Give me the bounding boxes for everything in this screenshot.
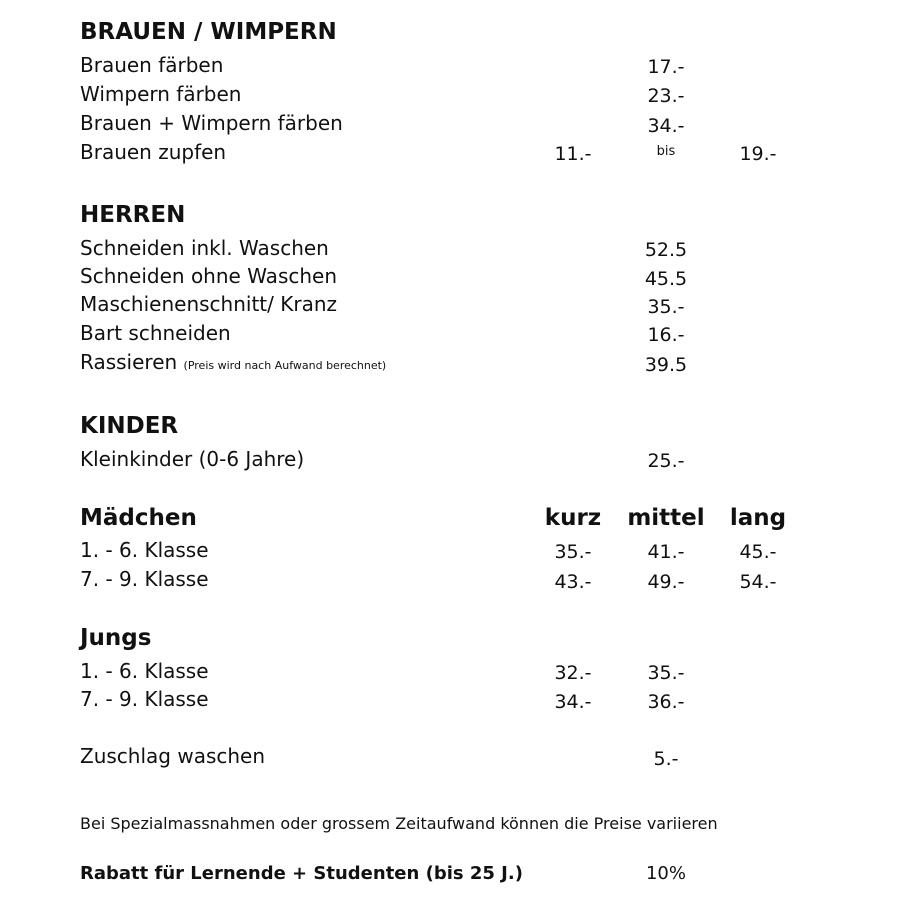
- maedchen-row-1-lang: 45.-: [739, 541, 777, 563]
- item-price-brauen-faerben: 17.-: [647, 56, 685, 78]
- maedchen-row-1-mittel: 41.-: [647, 541, 685, 563]
- item-label-maschienenschnitt: Maschienenschnitt/ Kranz: [80, 292, 337, 316]
- item-label-rassieren: [80, 352, 386, 372]
- column-header-lang: lang: [729, 505, 787, 531]
- item-price-brauen-wimpern-faerben: 34.-: [647, 115, 685, 137]
- item-label-kleinkinder: Kleinkinder (0-6 Jahre): [80, 447, 305, 471]
- section-title-brauen: BRAUEN / WIMPERN: [80, 19, 337, 45]
- item-price-bart-schneiden: 16.-: [647, 324, 685, 346]
- zuschlag-price: 5.-: [653, 748, 679, 770]
- item-label-brauen-wimpern-faerben: Brauen + Wimpern färben: [80, 111, 343, 135]
- maedchen-row-2-kurz: 43.-: [554, 571, 592, 593]
- rassieren-note: (Preis wird nach Aufwand berechnet): [183, 359, 387, 372]
- item-price-schneiden-inkl: 52.5: [644, 239, 688, 261]
- range-word-bis: bis: [656, 144, 676, 159]
- item-price-wimpern-faerben: 23.-: [647, 85, 685, 107]
- item-price-to-brauen-zupfen: 19.-: [739, 143, 777, 165]
- maedchen-row-1-kurz: 35.-: [554, 541, 592, 563]
- jungs-row-1-kurz: 32.-: [554, 662, 592, 684]
- maedchen-row-2-label: 7. - 9. Klasse: [80, 567, 209, 591]
- item-price-kleinkinder: 25.-: [647, 450, 685, 472]
- maedchen-row-2-mittel: 49.-: [647, 571, 685, 593]
- section-title-jungs: Jungs: [80, 625, 152, 651]
- zuschlag-label: Zuschlag waschen: [80, 744, 266, 768]
- jungs-row-2-mittel: 36.-: [647, 691, 685, 713]
- maedchen-row-2-lang: 54.-: [739, 571, 777, 593]
- section-title-maedchen: Mädchen: [80, 505, 197, 531]
- jungs-row-1-mittel: 35.-: [647, 662, 685, 684]
- section-title-kinder: KINDER: [80, 413, 179, 439]
- item-label-schneiden-inkl: Schneiden inkl. Waschen: [80, 236, 329, 260]
- column-header-kurz: kurz: [544, 505, 602, 531]
- item-label-brauen-zupfen: Brauen zupfen: [80, 140, 227, 164]
- item-label-schneiden-ohne: Schneiden ohne Waschen: [80, 264, 338, 288]
- column-header-mittel: mittel: [627, 505, 705, 531]
- item-price-rassieren: 39.5: [644, 354, 688, 376]
- section-title-herren: HERREN: [80, 202, 186, 228]
- item-price-schneiden-ohne: 45.5: [644, 268, 688, 290]
- maedchen-row-1-label: 1. - 6. Klasse: [80, 538, 209, 562]
- discount-value: 10%: [645, 863, 686, 884]
- rassieren-label: Rassieren: [80, 350, 178, 374]
- jungs-row-1-label: 1. - 6. Klasse: [80, 659, 209, 683]
- item-label-wimpern-faerben: Wimpern färben: [80, 82, 242, 106]
- jungs-row-2-kurz: 34.-: [554, 691, 592, 713]
- item-label-bart-schneiden: Bart schneiden: [80, 321, 231, 345]
- discount-label: Rabatt für Lernende + Studenten (bis 25 J.): [80, 863, 523, 884]
- jungs-row-2-label: 7. - 9. Klasse: [80, 687, 209, 711]
- item-price-from-brauen-zupfen: 11.-: [554, 143, 592, 165]
- item-label-brauen-faerben: Brauen färben: [80, 53, 224, 77]
- price-variation-note: Bei Spezialmassnahmen oder grossem Zeitaufwand können die Preise variieren: [80, 814, 718, 833]
- item-price-maschienenschnitt: 35.-: [647, 296, 685, 318]
